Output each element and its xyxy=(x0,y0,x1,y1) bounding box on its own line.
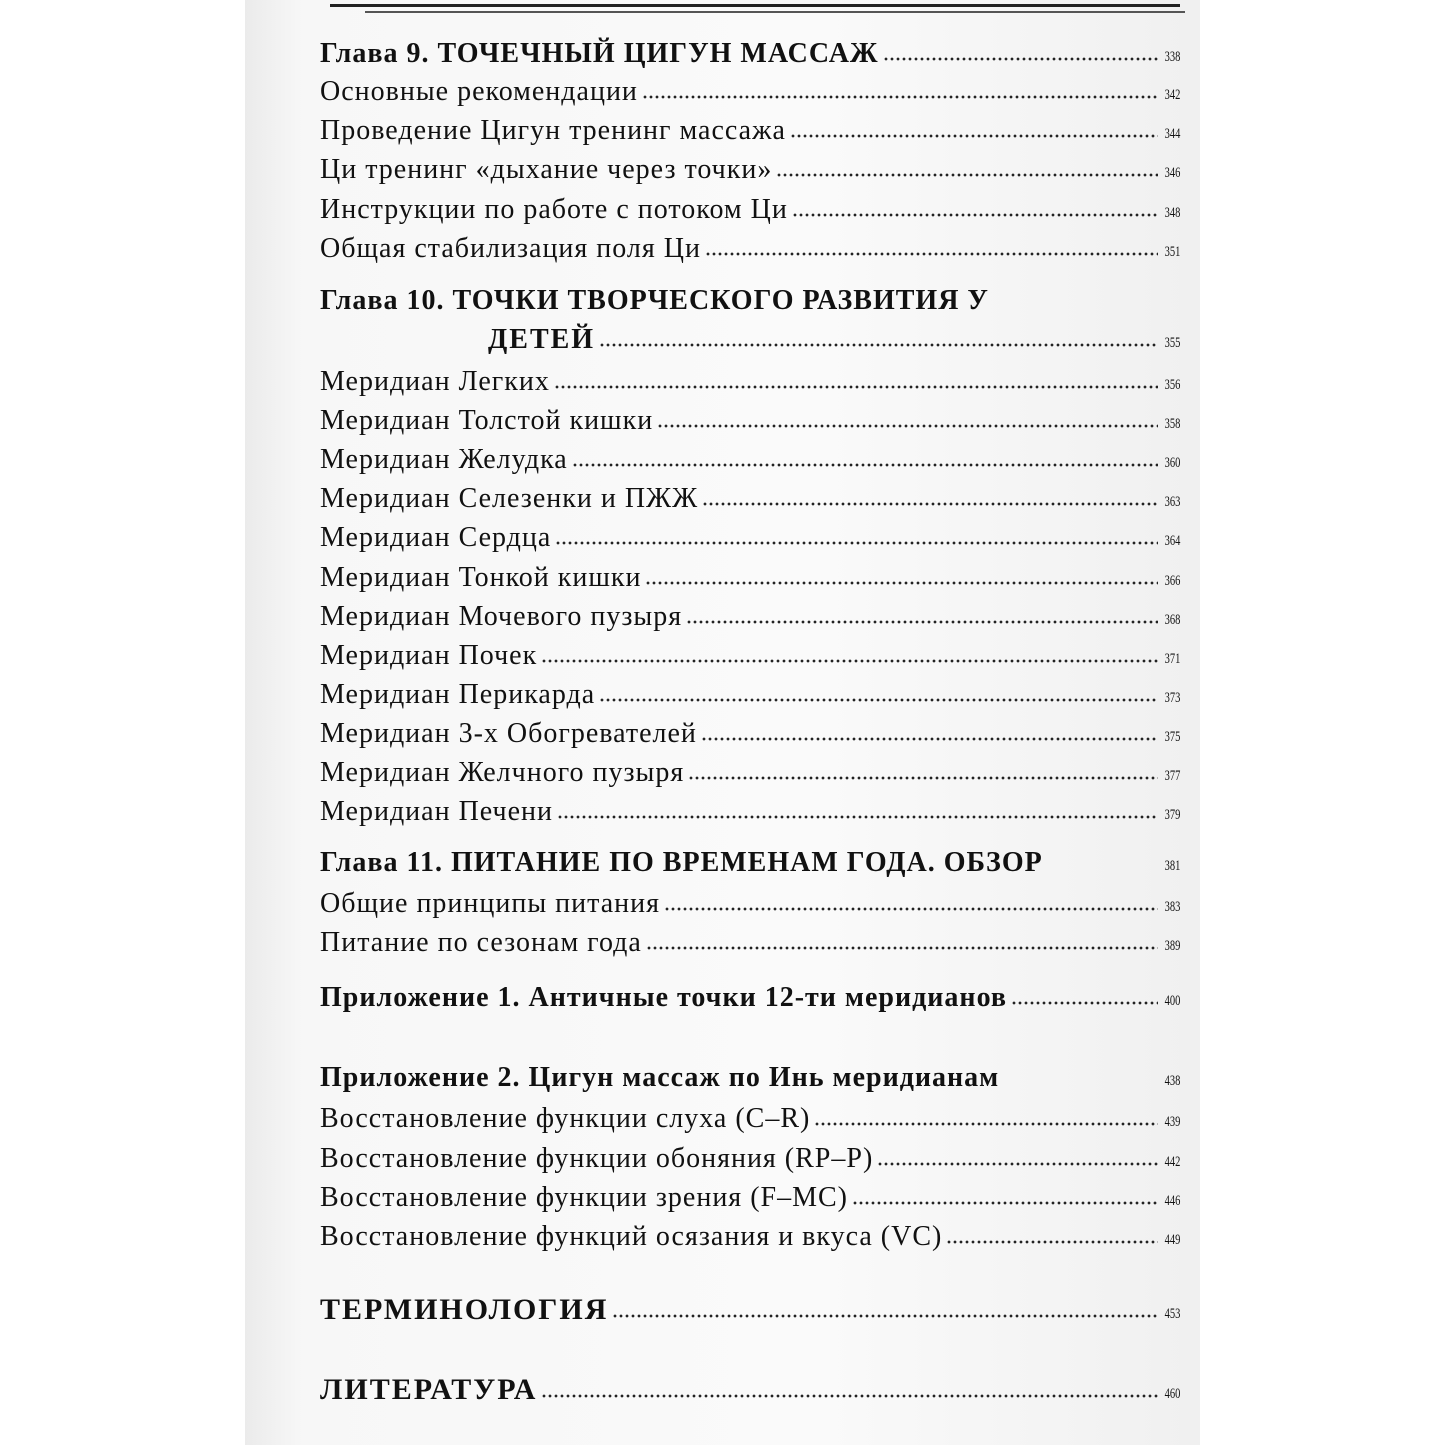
toc-entry-page: 338 xyxy=(1164,49,1181,65)
toc-entry-title: Общая стабилизация поля Ци xyxy=(320,233,701,264)
dot-leader xyxy=(852,1200,1158,1206)
toc-entry-title: Восстановление функций осязания и вкуса (VC) xyxy=(320,1221,943,1252)
toc-entry-title: Меридиан Почек xyxy=(320,640,538,671)
dot-leader xyxy=(702,501,1158,507)
dot-leader xyxy=(599,697,1158,703)
dot-leader xyxy=(612,1313,1158,1319)
toc-entry[interactable] xyxy=(320,233,1180,265)
toc-entry[interactable] xyxy=(320,154,1180,186)
toc-entry-page: 460 xyxy=(1164,1386,1181,1402)
toc-entry-page: 342 xyxy=(1164,87,1181,103)
toc-entry-title: ДЕТЕЙ xyxy=(488,324,596,355)
toc-entry-page: 344 xyxy=(1164,126,1181,142)
toc-entry[interactable] xyxy=(320,366,1180,398)
toc-entry[interactable] xyxy=(320,847,1180,879)
dot-leader xyxy=(657,423,1158,429)
toc-entry[interactable] xyxy=(320,483,1180,515)
toc-entry-title: Меридиан Селезенки и ПЖЖ xyxy=(320,483,699,514)
toc-entry-page: 381 xyxy=(1164,858,1181,874)
dot-leader xyxy=(541,1393,1158,1399)
toc-entry-title: Глава 10. ТОЧКИ ТВОРЧЕСКОГО РАЗВИТИЯ У xyxy=(320,285,989,316)
toc-entry[interactable] xyxy=(320,522,1180,554)
toc-entry-page: 375 xyxy=(1164,729,1181,745)
dot-leader xyxy=(645,580,1158,586)
toc-entry-page: 449 xyxy=(1164,1232,1181,1248)
toc-entry-page: 358 xyxy=(1164,416,1181,432)
toc-entry-page: 377 xyxy=(1164,768,1181,784)
toc-entry-title: ЛИТЕРАТУРА xyxy=(320,1373,538,1406)
dot-leader xyxy=(705,251,1158,257)
toc-entry[interactable] xyxy=(320,115,1180,147)
toc-entry[interactable] xyxy=(320,1373,1180,1407)
toc-entry-title: Приложение 1. Античные точки 12-ти меридианов xyxy=(320,982,1007,1013)
toc-entry[interactable] xyxy=(320,562,1180,594)
toc-entry-page: 373 xyxy=(1164,690,1181,706)
dot-leader xyxy=(701,736,1158,742)
toc-entry-title: Меридиан Мочевого пузыря xyxy=(320,601,683,632)
toc-entry[interactable] xyxy=(320,1182,1180,1214)
dot-leader xyxy=(814,1121,1158,1127)
toc-entry[interactable] xyxy=(320,1103,1180,1135)
toc-entry-page: 400 xyxy=(1164,993,1181,1009)
header-rule xyxy=(330,4,1180,7)
dot-leader xyxy=(686,619,1158,625)
header-rule-thin xyxy=(365,11,1185,13)
dot-leader xyxy=(790,133,1158,139)
toc-entry-title: ТЕРМИНОЛОГИЯ xyxy=(320,1293,609,1326)
toc-entry[interactable] xyxy=(320,679,1180,711)
toc-entry-title: Меридиан 3-х Обогревателей xyxy=(320,718,697,749)
toc-entry-page: 348 xyxy=(1164,205,1181,221)
toc-entry-page: 364 xyxy=(1164,533,1181,549)
toc-entry-page: 356 xyxy=(1164,377,1181,393)
dot-leader xyxy=(557,814,1158,820)
dot-leader xyxy=(946,1239,1158,1245)
toc-entry-page: 453 xyxy=(1164,1306,1181,1322)
toc-entry[interactable] xyxy=(320,982,1180,1014)
dot-leader xyxy=(776,172,1158,178)
toc-entry[interactable] xyxy=(320,888,1180,920)
dot-leader xyxy=(688,775,1158,781)
toc-entry-page: 360 xyxy=(1164,455,1181,471)
dot-leader xyxy=(554,384,1158,390)
toc-entry-title: Меридиан Печени xyxy=(320,796,554,827)
toc-entry[interactable] xyxy=(320,194,1180,226)
toc-entry-title: Ци тренинг «дыхание через точки» xyxy=(320,154,773,185)
toc-entry-title: Меридиан Сердца xyxy=(320,522,552,553)
toc-entry[interactable] xyxy=(320,285,1180,317)
toc-entry[interactable] xyxy=(320,757,1180,789)
dot-leader xyxy=(646,945,1158,951)
dot-leader xyxy=(664,906,1158,912)
toc-entry-page: 363 xyxy=(1164,494,1181,510)
dot-leader xyxy=(883,56,1158,62)
toc-entry-page: 368 xyxy=(1164,612,1181,628)
dot-leader xyxy=(555,540,1158,546)
toc-entry[interactable] xyxy=(320,601,1180,633)
toc-entry[interactable] xyxy=(320,1062,1180,1094)
toc-entry-page: 439 xyxy=(1164,1114,1181,1130)
toc-entry[interactable] xyxy=(320,76,1180,108)
toc-entry[interactable] xyxy=(320,38,1180,70)
dot-leader xyxy=(1011,1000,1158,1006)
dot-leader xyxy=(877,1161,1158,1167)
toc-entry-page: 366 xyxy=(1164,573,1181,589)
toc-entry-title: Приложение 2. Цигун массаж по Инь меридианам xyxy=(320,1062,1000,1093)
dot-leader xyxy=(599,342,1158,348)
dot-leader xyxy=(792,212,1158,218)
toc-entry[interactable] xyxy=(320,444,1180,476)
toc-entry-title: Меридиан Тонкой кишки xyxy=(320,562,642,593)
toc-entry[interactable] xyxy=(320,1221,1180,1253)
toc-entry-title: Общие принципы питания xyxy=(320,888,660,919)
toc-entry[interactable] xyxy=(320,1293,1180,1327)
toc-entry-page: 371 xyxy=(1164,651,1181,667)
toc-entry-title: Восстановление функции слуха (C–R) xyxy=(320,1103,811,1134)
toc-entry-page: 438 xyxy=(1164,1073,1181,1089)
toc-entry-title: Проведение Цигун тренинг массажа xyxy=(320,115,786,146)
toc-entry-title: Меридиан Желчного пузыря xyxy=(320,757,685,788)
toc-entry-title: Меридиан Перикарда xyxy=(320,679,596,710)
toc-entry-title: Меридиан Желудка xyxy=(320,444,568,475)
toc-entry-title: Глава 11. ПИТАНИЕ ПО ВРЕМЕНАМ ГОДА. ОБЗОР xyxy=(320,847,1043,878)
toc-entry-title: Глава 9. ТОЧЕЧНЫЙ ЦИГУН МАССАЖ xyxy=(320,38,879,69)
toc-entry-title: Восстановление функции обоняния (RP–P) xyxy=(320,1143,874,1174)
toc-entry[interactable] xyxy=(320,718,1180,750)
toc-entry[interactable] xyxy=(320,640,1180,672)
dot-leader xyxy=(642,94,1158,100)
toc-entry[interactable] xyxy=(320,1143,1180,1175)
toc-entry[interactable] xyxy=(320,405,1180,437)
toc-entry-title: Меридиан Толстой кишки xyxy=(320,405,654,436)
toc-entry[interactable] xyxy=(320,927,1180,959)
toc-entry-title: Основные рекомендации xyxy=(320,76,638,107)
toc-entry[interactable] xyxy=(320,796,1180,828)
toc-entry-title: Питание по сезонам года xyxy=(320,927,642,958)
toc-entry-title: Инструкции по работе с потоком Ци xyxy=(320,194,788,225)
toc-entry-page: 346 xyxy=(1164,165,1181,181)
toc-entry-page: 351 xyxy=(1164,244,1181,260)
toc-entry-page: 442 xyxy=(1164,1154,1181,1170)
toc-entry-title: Меридиан Легких xyxy=(320,366,550,397)
toc-entry-page: 383 xyxy=(1164,899,1181,915)
dot-leader xyxy=(541,658,1158,664)
toc-entry-page: 446 xyxy=(1164,1193,1181,1209)
dot-leader xyxy=(572,462,1158,468)
toc-entry-page: 355 xyxy=(1164,335,1181,351)
toc-entry[interactable] xyxy=(320,324,1180,356)
toc-entry-page: 389 xyxy=(1164,938,1181,954)
toc-entry-page: 379 xyxy=(1164,807,1181,823)
toc-entry-title: Восстановление функции зрения (F–MC) xyxy=(320,1182,848,1213)
